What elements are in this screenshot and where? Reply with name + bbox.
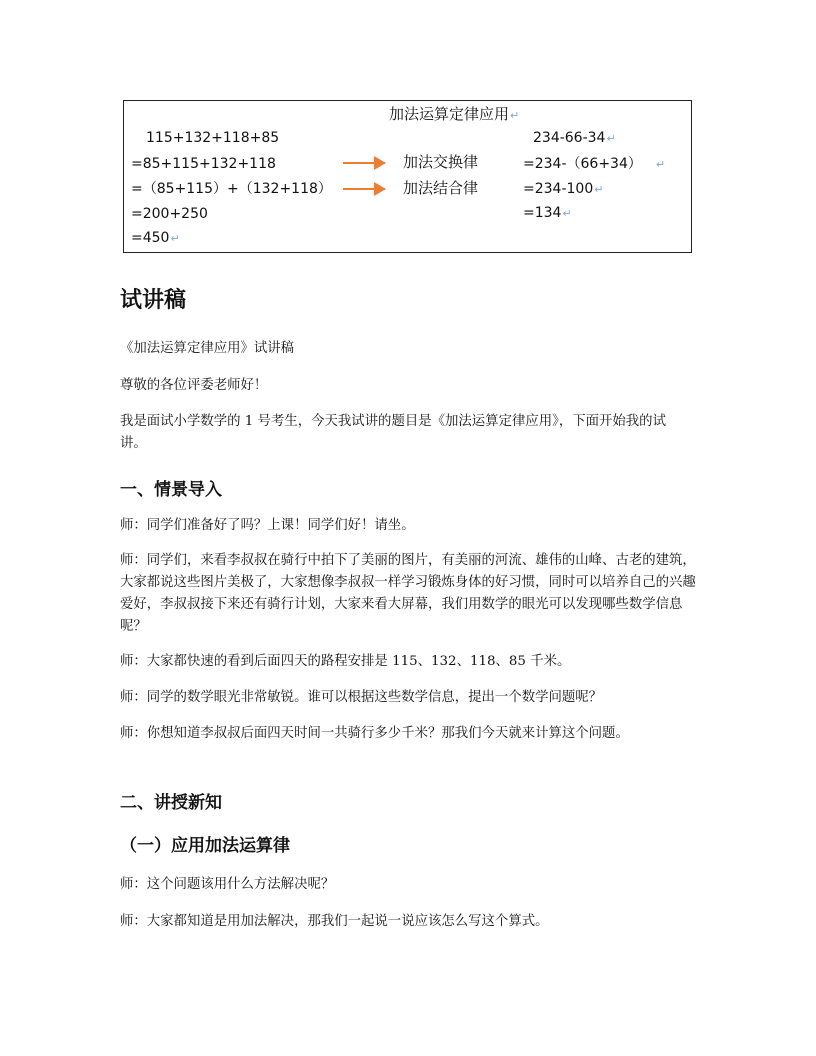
- paragraph: 师：这个问题该用什么方法解决呢？: [120, 877, 335, 892]
- arrow-right-icon: [343, 162, 385, 164]
- subsection-heading-1: （一）应用加法运算律: [120, 836, 290, 856]
- board-title: 加法运算定律应用↵: [389, 105, 520, 123]
- paragraph: 师：同学的数学眼光非常敏锐。谁可以根据这些数学信息，提出一个数学问题呢？: [120, 690, 603, 705]
- paragraph: 师：同学们准备好了吗？上课！同学们好！请坐。: [120, 518, 415, 533]
- section-heading-1: 一、情景导入: [120, 480, 222, 500]
- greeting-paragraph: 尊敬的各位评委老师好！: [120, 378, 268, 393]
- label-associative-law: 加法结合律: [403, 179, 479, 197]
- board-left-line5: =450↵: [131, 230, 180, 246]
- label-commutative-law: 加法交换律: [403, 153, 479, 171]
- board-right-line3: =234-100↵: [523, 181, 604, 197]
- board-left-line2: =85+115+132+118: [131, 156, 276, 172]
- paragraph-mark-icon: ↵: [655, 158, 666, 171]
- board-left-line3: =（85+115）+（132+118）: [131, 181, 332, 197]
- board-left-line4: =200+250: [131, 206, 208, 222]
- board-right-line1: 234-66-34↵: [533, 130, 616, 146]
- paragraph: 师：大家都快速的看到后面四天的路程安排是 115、132、118、85 千米。: [120, 654, 571, 669]
- paragraph-mark-icon: ↵: [170, 232, 180, 245]
- arrow-right-icon: [343, 188, 385, 190]
- paragraph: 师：大家都知道是用加法解决，那我们一起说一说应该怎么写这个算式。: [120, 914, 549, 929]
- document-subtitle: 《加法运算定律应用》试讲稿: [120, 341, 295, 356]
- paragraph-mark-icon: ↵: [594, 183, 604, 196]
- intro-paragraph: 我是面试小学数学的 1 号考生，今天我试讲的题目是《加法运算定律应用》，下面开始我的试讲。: [120, 414, 666, 451]
- board-right-line4: =134↵: [523, 205, 572, 221]
- board-right-line2: =234-（66+34） ↵: [523, 156, 666, 172]
- paragraph: 师：同学们，来看李叔叔在骑行中拍下了美丽的图片，有美丽的河流、雄伟的山峰、古老的建筑，大家都说这些图片美极了，大家想像李叔叔一样学习锻炼身体的好习惯，同时可以培养自己的兴趣爱好，李叔叔接下来还有骑行计划，大家来看大屏幕，我们用数学的眼光可以发现哪些数学信息呢？: [120, 553, 696, 634]
- paragraph-mark-icon: ↵: [606, 132, 616, 145]
- paragraph: 师：你想知道李叔叔后面四天时间一共骑行多少千米？那我们今天就来计算这个问题。: [120, 726, 629, 741]
- board-left-line1: 115+132+118+85: [146, 130, 280, 146]
- paragraph-mark-icon: ↵: [510, 109, 520, 122]
- section-heading-2: 二、讲授新知: [120, 793, 222, 813]
- document-heading: 试讲稿: [120, 288, 187, 313]
- paragraph-mark-icon: ↵: [562, 207, 572, 220]
